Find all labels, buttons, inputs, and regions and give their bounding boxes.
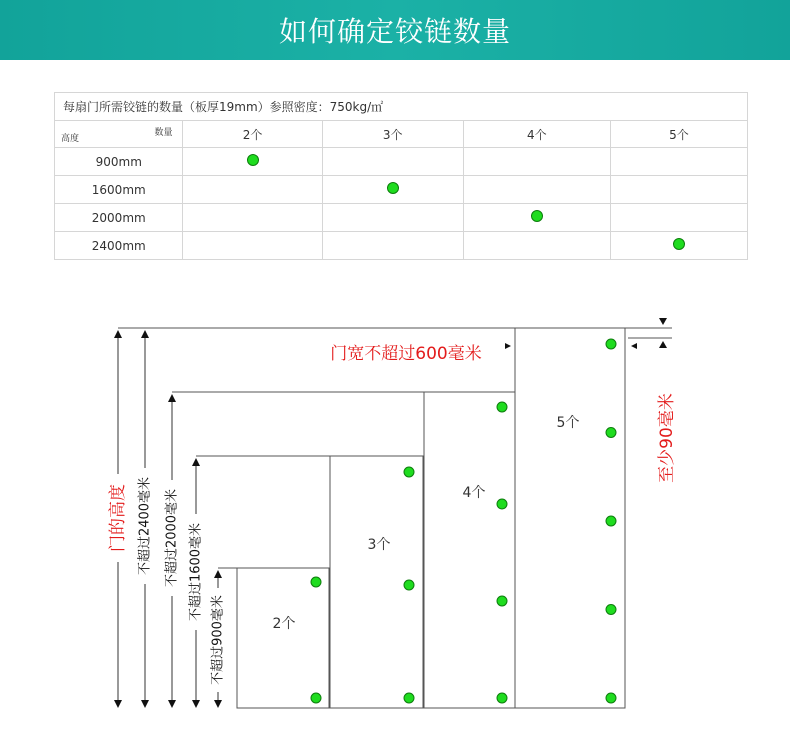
column-header: 3个 <box>322 121 463 148</box>
column-header: 5个 <box>610 121 747 148</box>
hinge-dot <box>404 580 414 590</box>
height-cell: 2000mm <box>55 204 183 232</box>
corner-quantity-label: 数量 <box>154 128 173 138</box>
hinge-dot <box>606 605 616 615</box>
hinge-dot <box>606 516 616 526</box>
hinge-dot <box>606 693 616 703</box>
width-note: 门宽不超过600毫米 <box>330 344 482 364</box>
page-title: 如何确定铰链数量 <box>278 15 511 48</box>
width-arrow-right-icon <box>505 343 511 349</box>
edge-note: 至少90毫米 <box>657 393 677 483</box>
hinge-dots <box>311 339 616 703</box>
door-label: 3个 <box>367 537 391 553</box>
hinge-dot <box>404 467 414 477</box>
hinge-dot <box>497 693 507 703</box>
limit-900-label: 不超过900毫米 <box>210 595 226 685</box>
hinge-dot <box>311 693 321 703</box>
hinge-dot <box>606 428 616 438</box>
hinge-dot <box>404 693 414 703</box>
corner-height-label: 高度 <box>61 134 80 144</box>
table-caption: 每扇门所需铰链的数量（板厚19mm）参照密度：750kg/㎡ <box>55 93 748 121</box>
width-arrow-left-icon <box>631 343 637 349</box>
height-cell: 900mm <box>55 148 183 176</box>
door-label: 5个 <box>556 415 580 431</box>
edge-arrow-down-icon <box>659 318 667 325</box>
door-label: 2个 <box>272 616 296 632</box>
column-header: 4个 <box>463 121 610 148</box>
hinge-dot <box>497 499 507 509</box>
door-2-hinges <box>237 568 329 708</box>
limit-1600-label: 不超过1600毫米 <box>188 522 204 622</box>
height-cell: 1600mm <box>55 176 183 204</box>
column-header: 2个 <box>183 121 322 148</box>
door-4-hinges <box>424 392 515 708</box>
hinge-dot <box>497 402 507 412</box>
hinge-dot <box>606 339 616 349</box>
door-height-label: 门的高度 <box>108 484 128 552</box>
limit-2400-label: 不超过2400毫米 <box>137 476 153 576</box>
edge-arrow-up-icon <box>659 341 667 348</box>
limit-2000-label: 不超过2000毫米 <box>164 488 180 588</box>
height-cell: 2400mm <box>55 232 183 260</box>
hinge-dot <box>311 577 321 587</box>
hinge-dot <box>497 596 507 606</box>
door-label: 4个 <box>462 485 486 501</box>
